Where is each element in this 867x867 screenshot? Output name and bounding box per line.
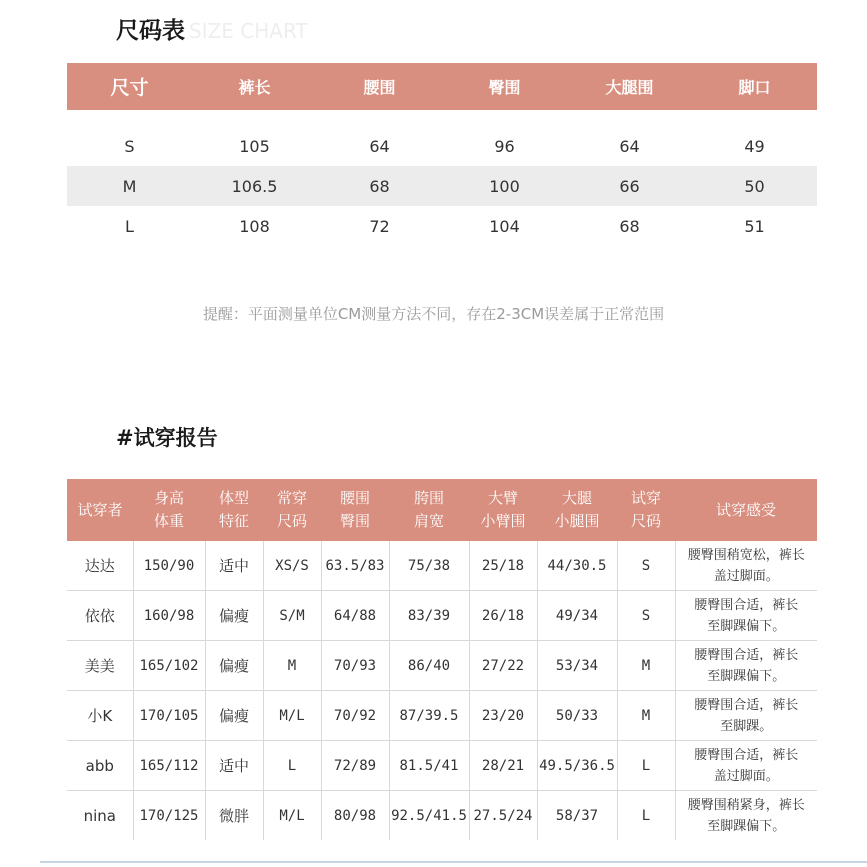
fit-cell: 160/98: [133, 591, 205, 641]
fit-cell: 86/40: [389, 641, 469, 691]
size-header-cell: 裤长: [238, 78, 271, 97]
fit-cell-feedback: 腰臀围合适，裤长 至脚踝偏下。: [675, 641, 817, 691]
fit-cell: XS/S: [263, 541, 321, 591]
size-header-cell: 腰围: [363, 78, 396, 97]
size-cell: 51: [744, 216, 765, 236]
fit-row: [67, 591, 817, 641]
fit-header-cell: 大臂 小臂围: [469, 479, 537, 541]
size-cell: M: [122, 176, 137, 196]
fit-cell-feedback: 腰臀围合适，裤长 盖过脚面。: [675, 741, 817, 791]
fit-cell-tester: 达达: [67, 541, 133, 591]
fit-cell: 偏瘦: [205, 591, 263, 641]
fit-header-cell: 试穿 尺码: [617, 479, 675, 541]
fit-cell: 83/39: [389, 591, 469, 641]
fit-cell: 70/93: [321, 641, 389, 691]
fit-cell: 适中: [205, 741, 263, 791]
fit-cell: 49.5/36.5: [537, 741, 617, 791]
fit-cell-tester: 依依: [67, 591, 133, 641]
bottom-divider: [40, 861, 867, 863]
size-cell: 64: [619, 136, 640, 156]
fit-cell: M: [617, 691, 675, 741]
size-cell: 64: [369, 136, 390, 156]
fit-cell: 微胖: [205, 791, 263, 841]
fit-header-row: [67, 479, 817, 541]
fit-cell-feedback: 腰臀围合适，裤长 至脚踝。: [675, 691, 817, 741]
fit-cell: L: [263, 741, 321, 791]
fit-cell-tester: 美美: [67, 641, 133, 691]
fit-cell: 64/88: [321, 591, 389, 641]
size-row: [67, 166, 817, 206]
size-header-cell: 臀围: [488, 78, 521, 97]
fit-cell: 72/89: [321, 741, 389, 791]
fit-row: [67, 791, 817, 841]
fit-cell: S: [617, 541, 675, 591]
size-header-cell: 脚口: [738, 78, 771, 97]
size-row: [67, 126, 817, 166]
size-cell: 50: [744, 176, 765, 196]
fit-header-cell: 大腿 小腿围: [537, 479, 617, 541]
size-cell: 96: [494, 136, 515, 156]
fit-cell: 165/102: [133, 641, 205, 691]
fit-cell: 92.5/41.5: [389, 791, 469, 841]
fit-cell: 偏瘦: [205, 641, 263, 691]
fit-cell: 170/125: [133, 791, 205, 841]
fit-cell: 49/34: [537, 591, 617, 641]
fit-cell: 75/38: [389, 541, 469, 591]
fit-cell: 58/37: [537, 791, 617, 841]
fit-header-cell: 身高 体重: [133, 479, 205, 541]
fit-report-title: #试穿报告: [116, 426, 218, 450]
fit-report-table: [67, 479, 817, 840]
size-chart-title: [116, 12, 308, 45]
fit-cell: M/L: [263, 691, 321, 741]
size-cell: 104: [489, 216, 520, 236]
fit-cell: 28/21: [469, 741, 537, 791]
size-header-cell: 尺寸: [110, 77, 149, 99]
fit-cell: 81.5/41: [389, 741, 469, 791]
fit-cell: 63.5/83: [321, 541, 389, 591]
fit-cell: 80/98: [321, 791, 389, 841]
fit-cell: 27/22: [469, 641, 537, 691]
fit-header-cell: 胯围 肩宽: [389, 479, 469, 541]
fit-cell: 25/18: [469, 541, 537, 591]
size-cell: S: [124, 136, 135, 156]
fit-row: [67, 691, 817, 741]
fit-cell: 26/18: [469, 591, 537, 641]
size-chart-header: [67, 63, 817, 110]
fit-cell-tester: nina: [67, 791, 133, 841]
size-cell: 106.5: [231, 176, 278, 196]
fit-cell: M/L: [263, 791, 321, 841]
measurement-note: 提醒：平面测量单位CM测量方法不同，存在2-3CM误差属于正常范围: [202, 305, 665, 323]
fit-row: [67, 741, 817, 791]
fit-cell: M: [263, 641, 321, 691]
size-cell: 68: [619, 216, 640, 236]
fit-cell: 170/105: [133, 691, 205, 741]
fit-cell-feedback: 腰臀围稍宽松，裤长 盖过脚面。: [675, 541, 817, 591]
size-chart-subtitle: SIZE CHART: [189, 19, 308, 43]
fit-cell-tester: 小K: [67, 691, 133, 741]
size-chart-body: [67, 126, 817, 246]
fit-cell-tester: abb: [67, 741, 133, 791]
fit-cell: L: [617, 741, 675, 791]
fit-cell: S: [617, 591, 675, 641]
size-cell: 68: [369, 176, 390, 196]
size-cell: 72: [369, 216, 390, 236]
size-chart-title-text: 尺码表: [116, 18, 185, 44]
fit-cell-feedback: 腰臀围稍紧身，裤长 至脚踝偏下。: [687, 797, 805, 834]
fit-cell: S/M: [263, 591, 321, 641]
size-cell: L: [125, 216, 134, 236]
size-cell: 100: [489, 176, 520, 196]
fit-header-cell: 试穿感受: [675, 479, 817, 541]
fit-cell: 87/39.5: [389, 691, 469, 741]
size-header-cell: 大腿围: [605, 78, 654, 97]
size-cell: 66: [619, 176, 640, 196]
fit-cell: M: [617, 641, 675, 691]
size-row: [67, 206, 817, 246]
fit-row: [67, 641, 817, 691]
fit-row: [67, 541, 817, 591]
fit-header-cell: 体型 特征: [205, 479, 263, 541]
fit-header-cell: 常穿 尺码: [263, 479, 321, 541]
size-cell: 108: [239, 216, 270, 236]
fit-header-cell: 试穿者: [67, 479, 133, 541]
fit-cell: 适中: [205, 541, 263, 591]
fit-cell: 50/33: [537, 691, 617, 741]
size-cell: 49: [744, 136, 765, 156]
fit-cell: 偏瘦: [205, 691, 263, 741]
fit-cell: 44/30.5: [537, 541, 617, 591]
fit-cell: 165/112: [133, 741, 205, 791]
fit-cell: L: [617, 791, 675, 841]
fit-cell: 27.5/24: [469, 791, 537, 841]
size-cell: 105: [239, 136, 270, 156]
fit-cell: 53/34: [537, 641, 617, 691]
fit-cell: 70/92: [321, 691, 389, 741]
fit-cell: 23/20: [469, 691, 537, 741]
fit-header-cell: 腰围 臀围: [321, 479, 389, 541]
fit-cell-feedback: 腰臀围合适，裤长 至脚踝偏下。: [675, 591, 817, 641]
fit-cell: 150/90: [133, 541, 205, 591]
